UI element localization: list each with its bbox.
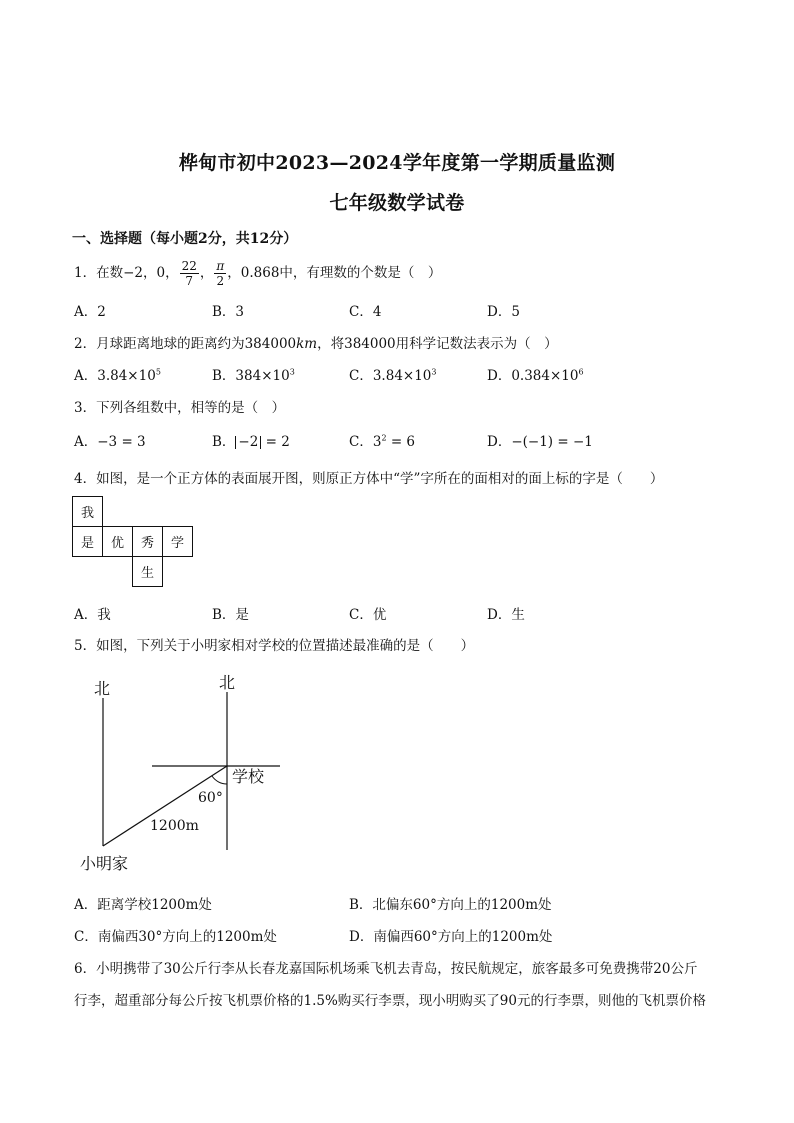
distance-label: 1200m	[150, 818, 199, 834]
fraction-denominator: 7	[185, 274, 194, 288]
q4-option-c: C．优	[349, 607, 387, 623]
q2-option-b: B．$384\times 10^3$	[212, 367, 295, 384]
q1-option-d: D．5	[487, 304, 520, 320]
position-diagram	[70, 668, 300, 878]
q1-suffix: ，0.868中，有理数的个数是（ ）	[227, 265, 442, 281]
q4-option-d: D．生	[487, 607, 525, 623]
net-cell-xiu: 秀	[133, 527, 163, 557]
page-title: 桦甸市初中2023—2024学年度第一学期质量监测	[178, 152, 616, 174]
q5-option-b: B．北偏东60°方向上的1200m处	[349, 897, 552, 913]
q4-option-b: B．是	[212, 607, 249, 623]
q4-option-a: A．我	[74, 607, 111, 623]
absolute-value: −2	[235, 436, 261, 449]
angle-label: 60°	[198, 790, 223, 806]
path-line	[103, 766, 227, 846]
q2-option-a: A．$3.84\times 10^5$	[74, 367, 161, 384]
q5-option-a: A．距离学校1200m处	[74, 897, 212, 913]
question-5: 5．如图，下列关于小明家相对学校的位置描述最准确的是（ ）	[74, 638, 475, 654]
home-label: 小明家	[80, 854, 129, 873]
q3-option-d: D．−(−1) = −1	[487, 434, 593, 450]
question-4: 4．如图，是一个正方体的表面展开图，则原正方体中“学”字所在的面相对的面上标的字是（ ）	[74, 471, 664, 487]
q2-text-a: 2．月球距离地球的距离约为384000	[74, 336, 297, 352]
fraction-numerator: π	[216, 259, 225, 273]
question-6-line-1: 6．小明携带了30公斤行李从长春龙嘉国际机场乘飞机去青岛，按民航规定，旅客最多可免费携带20公斤	[74, 961, 698, 977]
q1-option-b: B．3	[212, 304, 245, 320]
fraction-pi-2	[214, 259, 226, 288]
net-cell-wo: 我	[73, 497, 103, 527]
school-label: 学校	[232, 767, 265, 786]
net-cell-sheng: 生	[133, 557, 163, 587]
fraction-numerator: 22	[181, 259, 197, 273]
q2-option-c: C．$3.84\times 10^3$	[349, 367, 437, 384]
section-heading: 一、选择题（每小题2分，共12分）	[72, 231, 298, 247]
fraction-22-7	[180, 259, 199, 288]
page-subtitle: 七年级数学试卷	[329, 192, 465, 214]
q3-option-b: B． −2 = 2	[212, 434, 290, 450]
north-label-school: 北	[219, 673, 236, 692]
question-3: 3．下列各组数中，相等的是（ ）	[74, 400, 286, 416]
net-cell-xue: 学	[163, 527, 193, 557]
q1-separator: ，	[199, 265, 214, 281]
question-1	[74, 258, 441, 288]
north-label-home: 北	[94, 679, 111, 698]
q5-option-d: D．南偏西60°方向上的1200m处	[349, 929, 553, 945]
q3-option-a: A．−3 = 3	[74, 434, 146, 450]
question-6-line-2: 行李，超重部分每公斤按飞机票价格的1.5%购买行李票，现小明购买了90元的行李票，则他的飞机票价格	[74, 993, 706, 1009]
net-cell-you: 优	[103, 527, 133, 557]
q5-option-c: C．南偏西30°方向上的1200m处	[74, 929, 277, 945]
question-2	[74, 332, 558, 352]
q1-prefix: 1．在数−2，0，	[74, 265, 179, 281]
q3-option-c: C．$3^2 = 6$	[349, 433, 416, 450]
q1-option-c: C．4	[349, 304, 382, 320]
cube-net-figure	[72, 496, 193, 587]
q2-text-b: ，将384000用科学记数法表示为（ ）	[317, 336, 558, 352]
angle-arc	[212, 776, 227, 784]
q2-unit: km	[296, 336, 318, 352]
q2-option-d: D．$0.384\times 10^6$	[487, 367, 584, 384]
q1-option-a: A．2	[74, 304, 106, 320]
net-cell-shi: 是	[73, 527, 103, 557]
fraction-denominator: 2	[216, 274, 225, 288]
